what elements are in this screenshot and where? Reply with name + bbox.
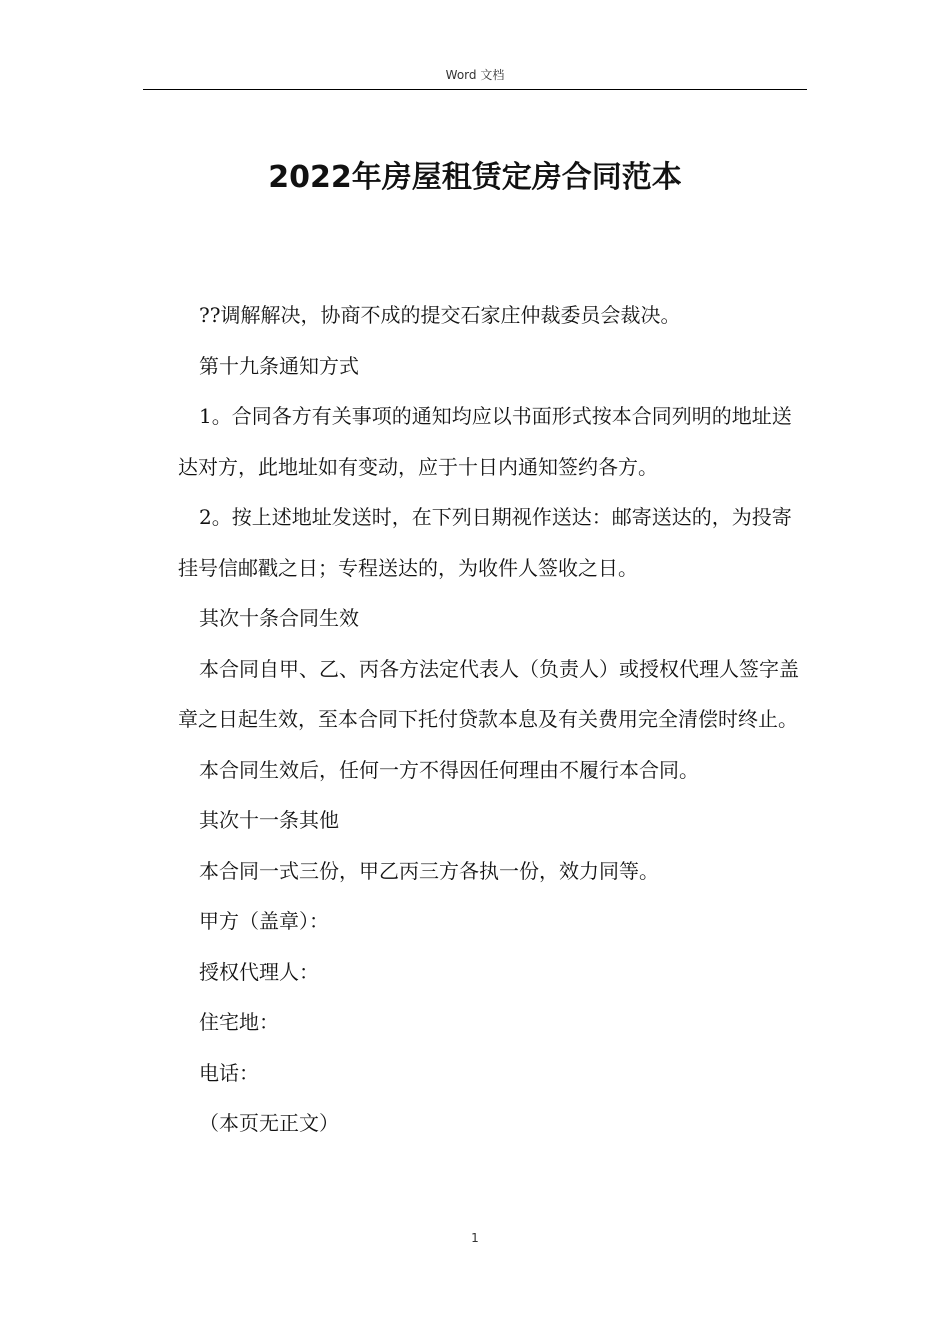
paragraph: 授权代理人： — [199, 959, 319, 984]
document-body — [178, 290, 808, 1149]
paragraph: 第十九条通知方式 — [199, 353, 359, 378]
paragraph: 2。按上述地址发送时，在下列日期视作送达：邮寄送达的，为投寄挂号信邮戳之日；专程送达的，为收件人签收之日。 — [178, 505, 792, 580]
paragraph: 1。合同各方有关事项的通知均应以书面形式按本合同列明的地址送达对方，此地址如有变动，应于十日内通知签约各方。 — [178, 404, 792, 479]
paragraph: 电话： — [199, 1060, 259, 1085]
header-text: Word 文档 — [445, 68, 505, 82]
page-number: 1 — [471, 1231, 479, 1245]
paragraph: 其次十一条其他 — [199, 808, 339, 832]
page-header — [143, 62, 807, 90]
paragraph: 其次十条合同生效 — [199, 606, 359, 630]
paragraph: 住宅地： — [199, 1010, 279, 1034]
paragraph: ??调解解决，协商不成的提交石家庄仲裁委员会裁决。 — [199, 303, 681, 327]
paragraph: 本合同生效后，任何一方不得因任何理由不履行本合同。 — [199, 757, 699, 782]
paragraph: （本页无正文） — [199, 1111, 339, 1135]
document-title: 2022年房屋租赁定房合同范本 — [268, 160, 682, 195]
paragraph: 本合同一式三份，甲乙丙三方各执一份，效力同等。 — [199, 858, 659, 883]
paragraph: 本合同自甲、乙、丙各方法定代表人（负责人）或授权代理人签字盖章之日起生效，至本合同下托付贷款本息及有关费用完全清偿时终止。 — [178, 656, 799, 731]
paragraph: 甲方（盖章）： — [199, 909, 329, 933]
